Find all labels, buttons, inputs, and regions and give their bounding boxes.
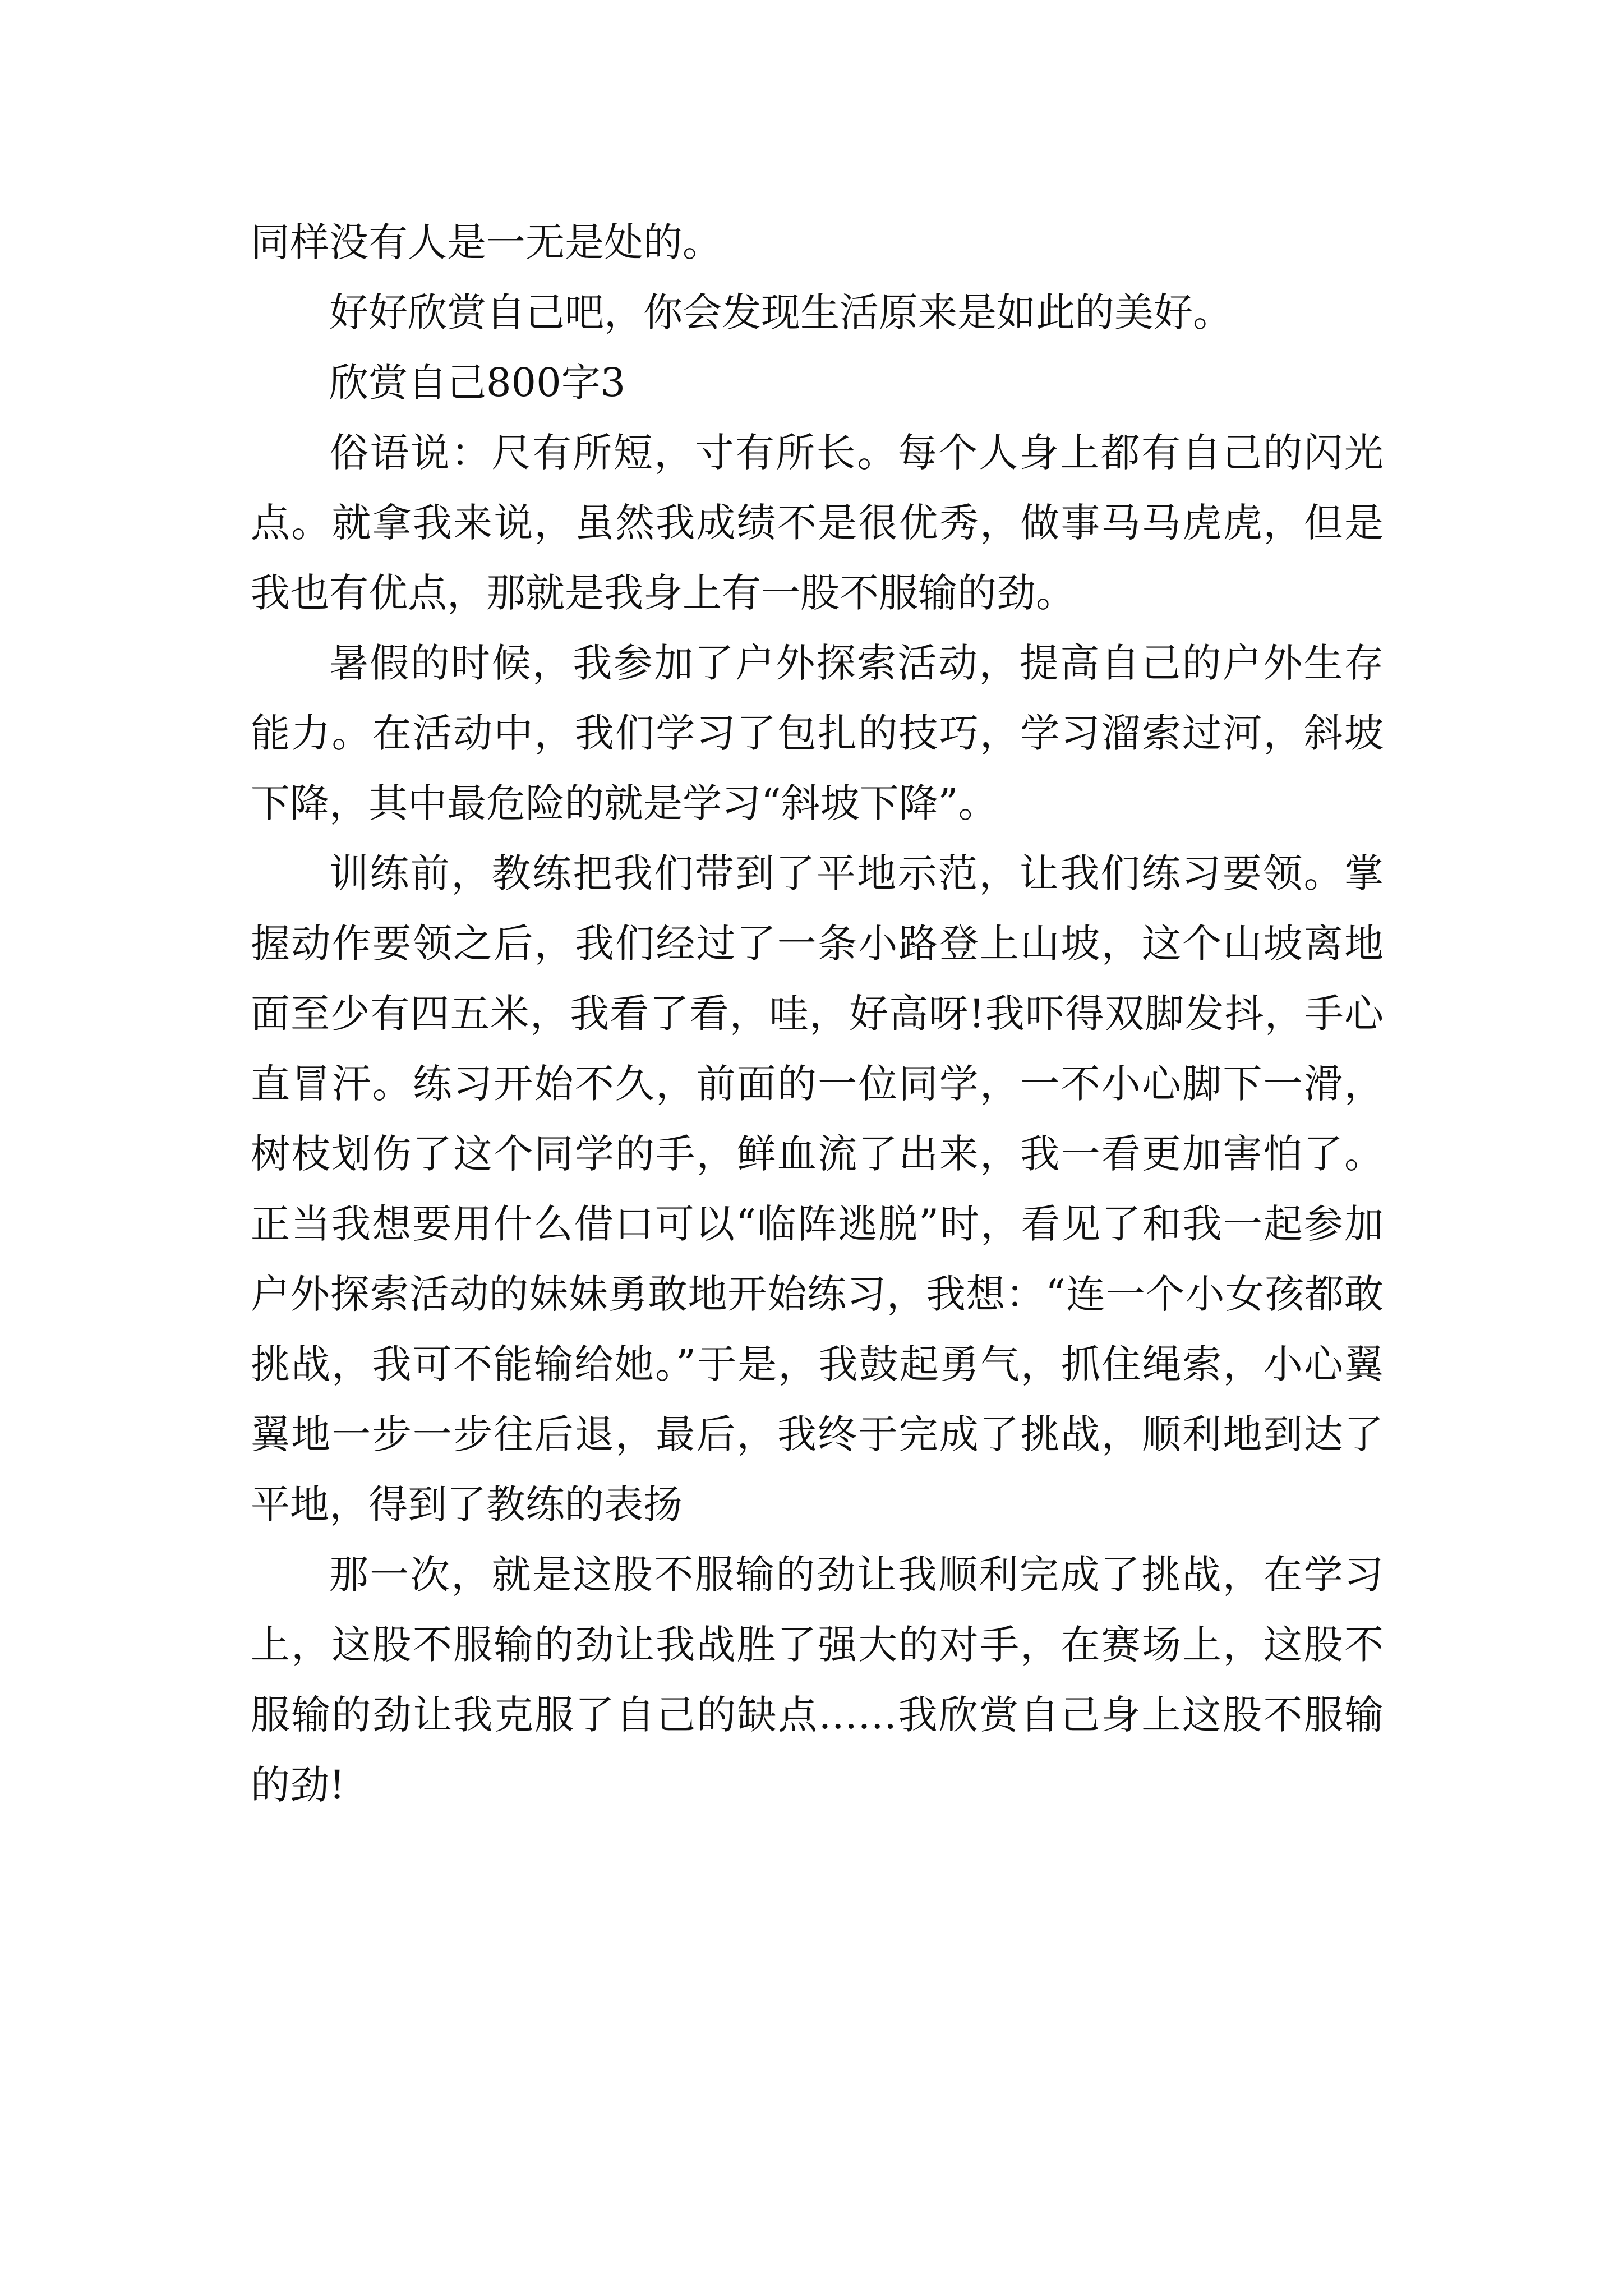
paragraph-intro: 俗语说：尺有所短，寸有所长。每个人身上都有自己的闪光点。就拿我来说，虽然我成绩不是很优秀，做事马马虎虎，但是我也有优点，那就是我身上有一股不服输的劲。 [251, 430, 1384, 616]
paragraph-continuation: 同样没有人是一无是处的。 [251, 219, 722, 265]
paragraph-training: 训练前，教练把我们带到了平地示范，让我们练习要领。掌握动作要领之后，我们经过了一条小路登上山坡，这个山坡离地面至少有四五米，我看了看，哇，好高呀!我吓得双脚发抖，手心直冒汗。练习开始不久，前面的一位同学，一不小心脚下一滑，树枝划伤了这个同学的手，鲜血流了出来，我一看更加害怕了。正当我想要用什么借口可以“临阵逃脱”时，看见了和我一起参加户外探索活动的妹妹勇敢地开始练习，我想：“连一个小女孩都敢挑战，我可不能输给她。”于是，我鼓起勇气，抓住绳索，小心翼翼地一步一步往后退，最后，我终于完成了挑战，顺利地到达了平地，得到了教练的表扬 [251, 850, 1384, 1527]
paragraph-summer-activity: 暑假的时候，我参加了户外探索活动，提高自己的户外生存能力。在活动中，我们学习了包扎的技巧，学习溜索过河，斜坡下降，其中最危险的就是学习“斜坡下降”。 [251, 640, 1384, 826]
paragraph-conclusion: 好好欣赏自己吧，你会发现生活原来是如此的美好。 [329, 289, 1232, 335]
document-body [251, 208, 1384, 1820]
paragraph-ending: 那一次，就是这股不服输的劲让我顺利完成了挑战，在学习上，这股不服输的劲让我战胜了强大的对手，在赛场上，这股不服输的劲让我克服了自己的缺点……我欣赏自己身上这股不服输的劲! [251, 1552, 1384, 1808]
section-heading: 欣赏自己800字3 [329, 360, 626, 406]
